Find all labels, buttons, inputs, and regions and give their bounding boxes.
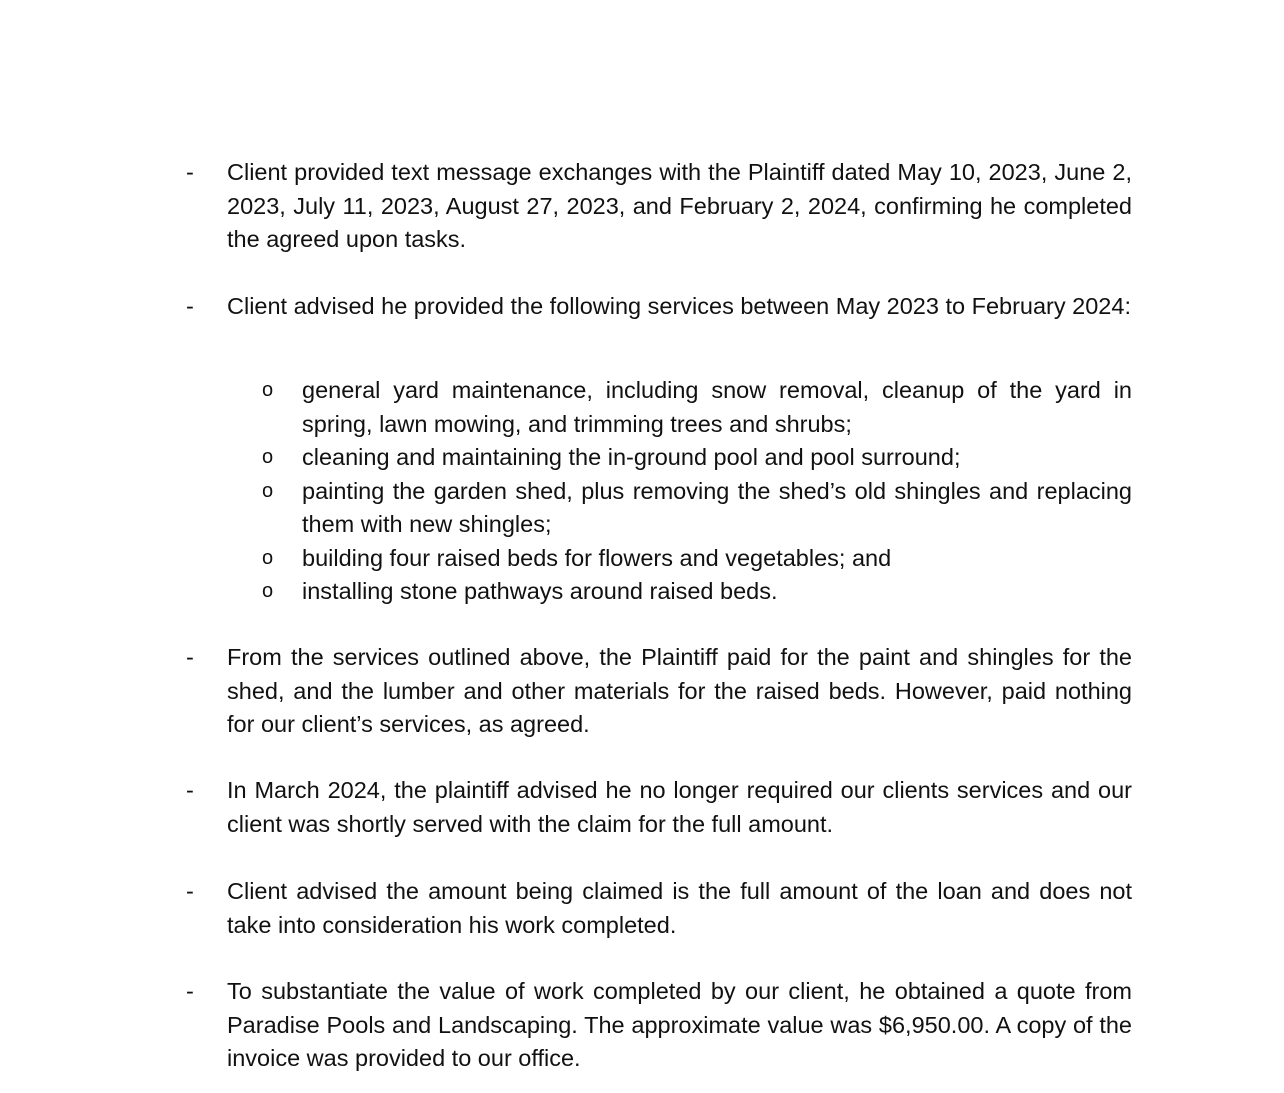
service-item-yard-maintenance <box>262 374 1132 441</box>
service-text: cleaning and maintaining the in-ground pool and pool surround; <box>302 444 961 470</box>
circle-marker: o <box>262 546 274 569</box>
service-item-shed <box>262 475 1132 542</box>
dash-marker: - <box>186 978 194 1004</box>
bullet-text: To substantiate the value of work completed by our client, he obtained a quote from Paradise Pools and Landscaping. The approximate value was $6,950.00. A copy of the invoice was provided to our office. <box>227 978 1132 1071</box>
dash-marker: - <box>186 777 194 803</box>
dash-marker: - <box>186 644 194 670</box>
service-text: installing stone pathways around raised beds. <box>302 578 778 604</box>
bullet-text: Client advised the amount being claimed is the full amount of the loan and does not take into consideration his work completed. <box>227 878 1132 938</box>
service-item-pool <box>262 441 1132 475</box>
service-text: painting the garden shed, plus removing the shed’s old shingles and replacing them with new shingles; <box>302 477 1132 537</box>
services-list <box>262 374 1132 609</box>
bullet-text: From the services outlined above, the Plaintiff paid for the paint and shingles for the shed, and the lumber and other materials for the raised beds. However, paid nothing for our client’s services, as agreed. <box>227 644 1132 737</box>
service-item-raised-beds <box>262 542 1132 576</box>
circle-marker: o <box>262 379 274 401</box>
bullet-text: Client advised he provided the following services between May 2023 to February 2024: <box>227 293 1131 319</box>
circle-marker: o <box>262 479 274 502</box>
service-text: general yard maintenance, including snow removal, cleanup of the yard in spring, lawn mowing, and trimming trees and shrubs; <box>302 377 1132 437</box>
bullet-text: Client provided text message exchanges with the Plaintiff dated May 10, 2023, June 2, 2023, July 11, 2023, August 27, 2023, and February 2, 2024, confirming he completed the agreed upon tasks. <box>227 159 1132 252</box>
circle-marker: o <box>262 580 274 602</box>
service-item-pathways <box>262 575 1132 609</box>
dash-marker: - <box>186 878 194 904</box>
dash-marker: - <box>186 159 194 185</box>
bullet-text: In March 2024, the plaintiff advised he no longer required our clients services and our client was shortly served with the claim for the full amount. <box>227 777 1132 837</box>
service-text: building four raised beds for flowers and vegetables; and <box>302 544 892 571</box>
dash-marker: - <box>186 293 194 319</box>
circle-marker: o <box>262 446 274 468</box>
